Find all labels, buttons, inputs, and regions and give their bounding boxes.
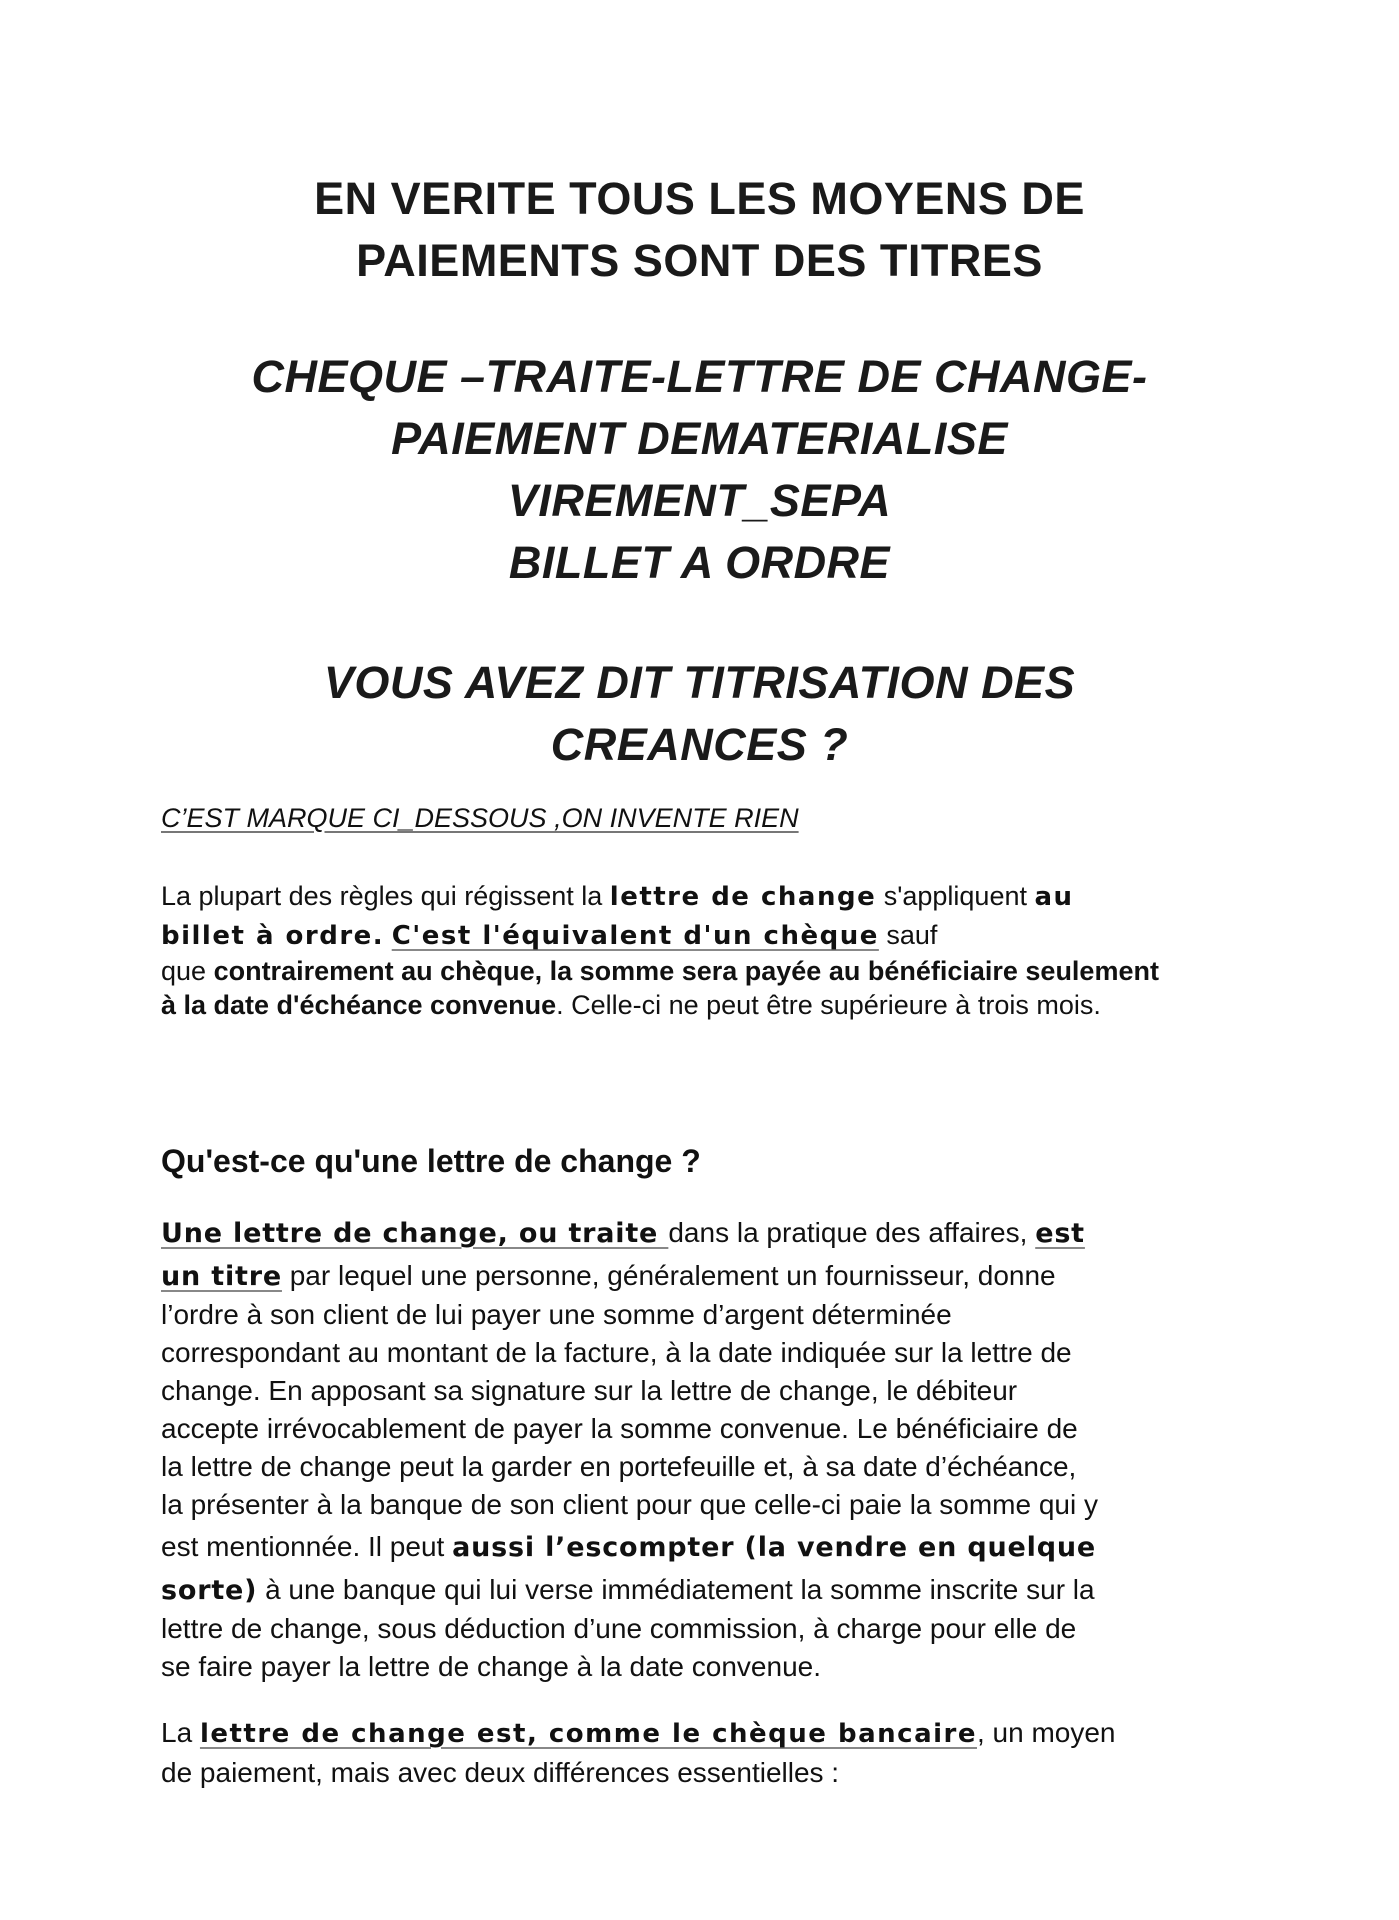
- paragraph-line: de paiement, mais avec deux différences essentielles :: [161, 1757, 840, 1788]
- instruments-title-line: PAIEMENT DEMATERIALISE: [391, 413, 1008, 464]
- bold-text-run: au: [1034, 882, 1074, 912]
- underlined-bold-link[interactable]: lettre de change est, comme le chèque bancaire: [199, 1719, 977, 1749]
- bold-text-run: aussi l’escompter (la vendre en quelque: [452, 1532, 1096, 1563]
- instruments-title-line: CHEQUE –TRAITE-LETTRE DE CHANGE-: [251, 351, 1148, 402]
- instruments-title-line: VIREMENT_SEPA: [507, 475, 892, 526]
- paragraph-line: [161, 876, 1241, 916]
- text-run: s'appliquent: [876, 881, 1035, 911]
- text-run: [384, 920, 392, 950]
- text-run: est mentionnée. Il peut: [161, 1531, 453, 1562]
- underlined-bold-link[interactable]: Une lettre de change, ou traite: [161, 1218, 669, 1249]
- underlined-bold-link[interactable]: un titre: [161, 1261, 282, 1292]
- paragraph-line: [161, 916, 1241, 954]
- text-run: à une banque qui lui verse immédiatement la somme inscrite sur la: [257, 1574, 1095, 1605]
- text-run: La plupart des règles qui régissent la: [161, 881, 610, 911]
- text-run: dans la pratique des affaires,: [668, 1217, 1036, 1248]
- text-run: sauf: [878, 920, 938, 950]
- paragraph-differences: [161, 1713, 1241, 1793]
- paragraph-line: [161, 1256, 1241, 1296]
- paragraph-line: correspondant au montant de la facture, à la date indiquée sur la lettre de: [161, 1337, 1072, 1368]
- text-run: , un moyen: [976, 1717, 1116, 1748]
- text-run: que: [161, 956, 214, 986]
- question-title: [0, 652, 1399, 776]
- payment-instruments-title: [0, 346, 1399, 594]
- paragraph-line: lettre de change, sous déduction d’une commission, à charge pour elle de: [161, 1613, 1077, 1644]
- paragraph-line: la lettre de change peut la garder en portefeuille et, à sa date d’échéance,: [161, 1451, 1077, 1482]
- section-heading: Qu'est-ce qu'une lettre de change ?: [161, 1143, 701, 1179]
- paragraph-line: [161, 954, 1241, 988]
- paragraph-lettre-de-change: [161, 1210, 1241, 1686]
- bold-text-run: sorte): [161, 1575, 258, 1606]
- text-run: . Celle-ci ne peut être supérieure à trois mois.: [556, 990, 1101, 1020]
- underlined-bold-link[interactable]: C'est l'équivalent d'un chèque: [391, 921, 879, 951]
- instruments-title-line: BILLET A ORDRE: [508, 537, 891, 588]
- bold-text-run: contrairement au chèque, la somme sera payée au bénéficiaire seulement: [213, 956, 1159, 986]
- paragraph-line: [161, 1524, 1241, 1570]
- paragraph-line: l’ordre à son client de lui payer une somme d’argent déterminée: [161, 1299, 952, 1330]
- paragraph-line: accepte irrévocablement de payer la somme convenue. Le bénéficiaire de: [161, 1413, 1078, 1444]
- text-run: par lequel une personne, généralement un fournisseur, donne: [281, 1260, 1056, 1291]
- paragraph-line: [161, 988, 1241, 1022]
- question-title-line: VOUS AVEZ DIT TITRISATION DES: [323, 657, 1076, 708]
- main-title-line: EN VERITE TOUS LES MOYENS DE: [314, 173, 1085, 224]
- paragraph-billet-a-ordre: [161, 876, 1241, 1022]
- underlined-bold-link[interactable]: est: [1035, 1218, 1085, 1249]
- text-run: La: [161, 1717, 200, 1748]
- paragraph-line: [161, 1210, 1241, 1256]
- bold-text-run: lettre de change: [609, 882, 877, 912]
- paragraph-line: [161, 1570, 1241, 1610]
- paragraph-line: la présenter à la banque de son client pour que celle-ci paie la somme qui y: [161, 1489, 1099, 1520]
- main-title-line: PAIEMENTS SONT DES TITRES: [356, 235, 1043, 286]
- bold-text-run: billet à ordre.: [161, 921, 385, 951]
- paragraph-line: se faire payer la lettre de change à la date convenue.: [161, 1651, 821, 1682]
- main-title: [0, 168, 1399, 292]
- paragraph-line: change. En apposant sa signature sur la lettre de change, le débiteur: [161, 1375, 1018, 1406]
- question-title-line: CREANCES ?: [550, 719, 849, 770]
- subtitle-underlined: C’EST MARQUE CI_DESSOUS ,ON INVENTE RIEN: [161, 803, 799, 833]
- paragraph-line: [161, 1713, 1241, 1753]
- bold-text-run: à la date d'échéance convenue: [161, 990, 557, 1020]
